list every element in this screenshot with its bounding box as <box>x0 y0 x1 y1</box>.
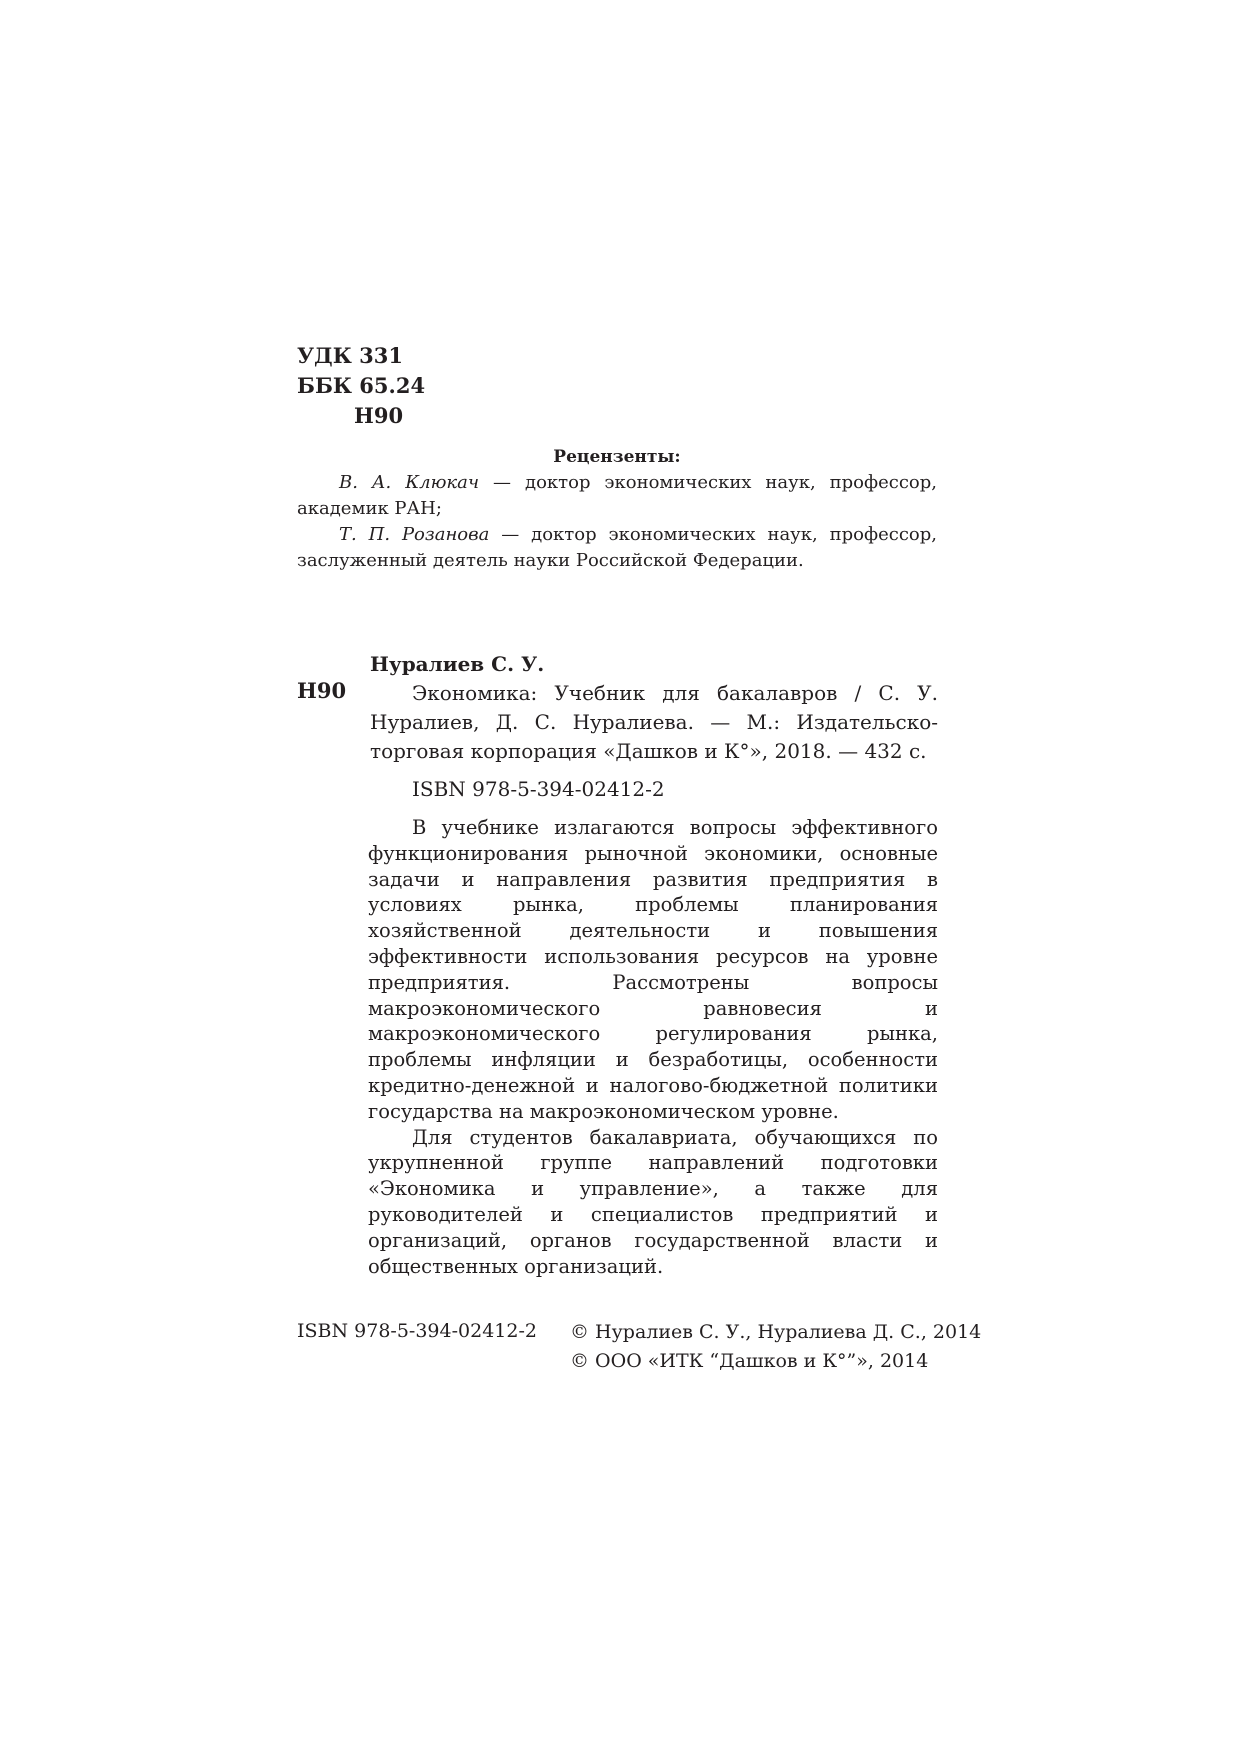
reviewer-1-desc: — доктор экономических наук, профессор, академик РАН; <box>297 472 937 519</box>
reviewer-2-desc: — доктор экономических наук, профессор, заслуженный деятель науки Российской Федерации. <box>297 524 937 571</box>
reviewer-2-name: Т. П. Розанова <box>339 524 490 545</box>
copyright-publisher: © ООО «ИТК “Дашков и К°”», 2014 <box>570 1350 929 1372</box>
author-sign: Н90 <box>354 403 404 428</box>
bibliographic-entry <box>370 650 938 766</box>
entry-isbn: ISBN 978-5-394-02412-2 <box>412 777 665 801</box>
bbk-code: ББК 65.24 <box>297 373 426 398</box>
footer-isbn: ISBN 978-5-394-02412-2 <box>297 1320 537 1342</box>
entry-author: Нуралиев С. У. <box>370 652 545 676</box>
reviewer-1-name: В. А. Клюкач <box>339 472 480 493</box>
copyright-block <box>570 1318 981 1376</box>
copyright-authors: © Нуралиев С. У., Нуралиева Д. С., 2014 <box>570 1321 982 1343</box>
annotation-paragraph-2: Для студентов бакалавриата, обучающихся по укрупненной группе направлений подготовки «Экономика и управление», а также для руководителей и специалистов предприятий и организаций, органов государственной власти и общественных организаций. <box>368 1125 938 1278</box>
reviewer-1 <box>297 470 937 522</box>
udk-code: УДК 331 <box>297 343 403 368</box>
reviewers-heading: Рецензенты: <box>553 447 681 467</box>
entry-author-sign: Н90 <box>297 678 347 703</box>
classification-codes <box>297 341 425 431</box>
annotation-paragraph-1: В учебнике излагаются вопросы эффективного функционирования рыночной экономики, основные задачи и направления развития предприятия в условиях рынка, проблемы планирования хозяйственной деятельности и повышения эффективности использования ресурсов на уровне предприятия. Рассмотрены вопросы макроэкономического равновесия и макроэкономического регулирования рынка, проблемы инфляции и безработицы, особенности кредитно-денежной и налогово-бюджетной политики государства на макроэкономическом уровне. <box>368 816 938 1123</box>
annotation <box>368 815 938 1279</box>
reviewers-block <box>297 444 937 574</box>
entry-description: Экономика: Учебник для бакалавров / С. У. Нуралиев, Д. С. Нуралиева. — М.: Издательско-торговая корпорация «Дашков и К°», 2018. — 432 с. <box>370 681 938 763</box>
reviewer-2 <box>297 522 937 574</box>
